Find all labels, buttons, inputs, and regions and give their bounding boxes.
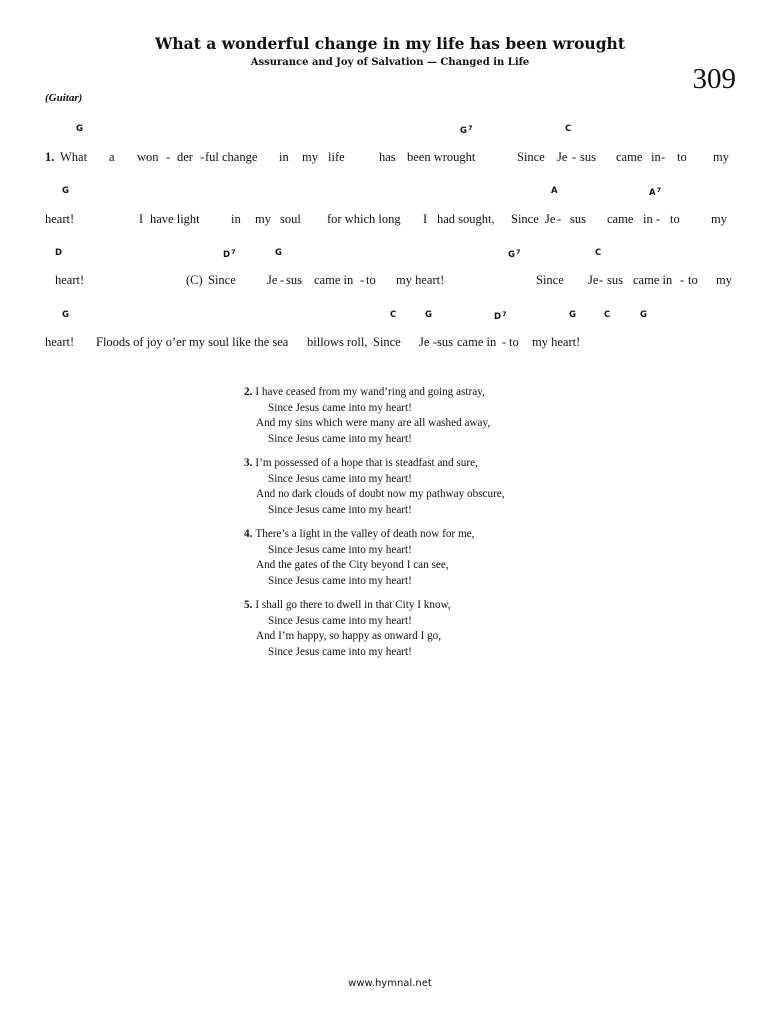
syllable-hyphen: - xyxy=(433,335,438,349)
chord-symbol xyxy=(569,310,576,320)
verse-text: And no dark clouds of doubt now my pathway obscure, xyxy=(256,488,505,500)
chord-root: G xyxy=(508,250,515,260)
syllable-hyphen: - xyxy=(200,150,205,164)
lyric-word: been wrought xyxy=(407,150,476,164)
verse-number: 4. xyxy=(244,528,253,540)
verse-line xyxy=(244,629,505,645)
verse-text: Since Jesus came into my heart! xyxy=(268,645,412,658)
verse-line xyxy=(244,598,505,614)
chord-root: A xyxy=(649,188,656,198)
lyric-word: my xyxy=(716,273,732,287)
lyric-word: soul xyxy=(280,212,301,226)
chord-extension: 7 xyxy=(231,248,236,256)
syllable-hyphen: - xyxy=(557,212,562,226)
syllable-hyphen: - xyxy=(502,335,507,349)
chord-root: G xyxy=(275,248,282,258)
verse-line xyxy=(244,456,505,472)
lyric-word: sus xyxy=(607,273,623,287)
lyric-word: has xyxy=(379,150,396,164)
syllable-hyphen: - xyxy=(599,273,604,287)
instrument-label: (Guitar) xyxy=(45,92,83,104)
chord-symbol xyxy=(62,310,69,320)
verse xyxy=(244,598,505,660)
chord-symbol xyxy=(390,310,396,320)
footer-website: www.hymnal.net xyxy=(348,978,432,989)
lyric-word: in xyxy=(643,212,653,226)
chord-root: D xyxy=(55,248,63,258)
verse-text: And I’m happy, so happy as onward I go, xyxy=(256,630,442,642)
verse-line xyxy=(244,645,505,661)
syllable-hyphen: - xyxy=(166,150,171,164)
chord-root: C xyxy=(604,310,611,320)
verse-line xyxy=(244,385,505,401)
lyric-word: a xyxy=(109,150,115,164)
chord-symbol xyxy=(494,310,507,322)
lyric-word: billows roll, xyxy=(307,335,368,349)
verse xyxy=(244,456,505,518)
verse-line xyxy=(244,472,505,488)
verse-text: Since Jesus came into my heart! xyxy=(268,574,412,587)
verse-text: I’m possessed of a hope that is steadfast and sure, xyxy=(255,457,478,469)
verse-line xyxy=(244,527,505,543)
verse-line xyxy=(244,487,505,503)
lyric-word: my heart! xyxy=(532,335,581,349)
chord-root: D xyxy=(494,312,502,322)
hymn-subtitle: Assurance and Joy of Salvation — Changed in Life xyxy=(250,57,530,68)
verse-text: Since Jesus came into my heart! xyxy=(268,543,412,556)
verse-line xyxy=(244,574,505,590)
lyric-word: came in xyxy=(457,335,497,349)
lyric-word: for which long xyxy=(327,212,401,226)
chord-root: G xyxy=(76,124,83,134)
syllable-hyphen: - xyxy=(656,212,661,226)
verse-text: Since Jesus came into my heart! xyxy=(268,401,412,414)
lyric-word: heart! xyxy=(45,335,75,349)
verse-text: And my sins which were many are all washed away, xyxy=(256,417,491,429)
lyric-word: Since xyxy=(208,273,236,287)
verse-line xyxy=(244,401,505,417)
lyric-word: my xyxy=(713,150,729,164)
lyric-word: came in xyxy=(314,273,354,287)
lyric-word: Floods of joy o’er my soul like the sea xyxy=(96,335,289,349)
lyric-word: in xyxy=(651,150,661,164)
lyric-word: in xyxy=(279,150,289,164)
lyric-word: Je xyxy=(588,273,599,287)
chord-root: C xyxy=(595,248,602,258)
lyric-word: sus xyxy=(580,150,596,164)
syllable-hyphen: - xyxy=(280,273,285,287)
lyric-word: my xyxy=(711,212,727,226)
verses-block xyxy=(244,385,505,669)
lyric-word: to xyxy=(509,335,519,349)
lyric-word: What xyxy=(60,150,88,164)
chord-symbol xyxy=(604,310,610,320)
chord-symbol xyxy=(640,310,647,320)
chord-root: G xyxy=(62,310,69,320)
verse-text: Since Jesus came into my heart! xyxy=(268,432,412,445)
lyric-word: in xyxy=(231,212,241,226)
lyric-word: I xyxy=(423,212,428,226)
chord-root: G xyxy=(460,126,467,136)
lyric-word: heart! xyxy=(55,273,85,287)
lyric-word: to xyxy=(670,212,680,226)
lyric-word: came xyxy=(607,212,634,226)
lyric-word: Je xyxy=(557,150,568,164)
lyric-word: Since xyxy=(511,212,539,226)
hymn-number: 309 xyxy=(692,63,736,95)
chord-root: G xyxy=(640,310,647,320)
verse-text: And the gates of the City beyond I can see, xyxy=(256,559,449,571)
lyric-word: sus xyxy=(570,212,586,226)
verse-number: 2. xyxy=(244,386,253,398)
syllable-hyphen: - xyxy=(661,150,666,164)
lyric-word: Je xyxy=(545,212,556,226)
syllable-hyphen: - xyxy=(680,273,685,287)
lyric-word: (C) xyxy=(186,273,203,287)
verse xyxy=(244,385,505,447)
chord-symbol xyxy=(551,186,558,196)
chord-symbol xyxy=(76,124,83,134)
lyric-word: came xyxy=(616,150,643,164)
verse-text: Since Jesus came into my heart! xyxy=(268,503,412,516)
chord-symbol xyxy=(223,248,236,260)
lyric-word: my xyxy=(302,150,318,164)
syllable-hyphen: - xyxy=(572,150,577,164)
chord-symbol xyxy=(460,124,473,136)
lyric-word: to xyxy=(677,150,687,164)
lyric-word: heart! xyxy=(45,212,75,226)
chord-root: G xyxy=(62,186,69,196)
lyric-word: had sought, xyxy=(437,212,495,226)
lyric-word: to xyxy=(688,273,698,287)
lyric-word: Je xyxy=(267,273,278,287)
chord-root: A xyxy=(551,186,558,196)
chord-extension: 7 xyxy=(515,248,521,256)
chord-symbol xyxy=(55,248,62,258)
verse-line xyxy=(244,432,505,448)
chord-symbol xyxy=(62,186,69,196)
lyric-word: sus xyxy=(286,273,302,287)
lyric-word: sus xyxy=(437,335,453,349)
lyric-word: life xyxy=(328,150,345,164)
verse-text: Since Jesus came into my heart! xyxy=(268,472,412,485)
lyric-word: my xyxy=(255,212,271,226)
chord-extension: 7 xyxy=(502,310,507,318)
chord-root: G xyxy=(425,310,432,320)
verse-line xyxy=(244,543,505,559)
chord-root: G xyxy=(569,310,576,320)
chord-root: D xyxy=(223,250,231,260)
syllable-hyphen: - xyxy=(360,273,365,287)
hymn-title: What a wonderful change in my life has been wrought xyxy=(155,34,625,53)
chord-symbol xyxy=(565,124,571,134)
verse-number: 3. xyxy=(244,457,253,469)
lyric-word: 1. xyxy=(45,150,55,164)
lyric-word: Since xyxy=(373,335,401,349)
chord-root: C xyxy=(565,124,572,134)
verse-text: There’s a light in the valley of death now for me, xyxy=(255,528,475,540)
lyric-word: Je xyxy=(419,335,430,349)
lyric-word: Since xyxy=(536,273,564,287)
chord-symbol xyxy=(425,310,432,320)
lyric-word: Since xyxy=(517,150,545,164)
chord-extension: 7 xyxy=(656,186,662,194)
chord-symbol xyxy=(508,248,521,260)
lyric-word: I xyxy=(139,212,144,226)
chord-symbol xyxy=(649,186,661,198)
lyric-word: ful change xyxy=(205,150,258,164)
verse-text: I have ceased from my wand’ring and going astray, xyxy=(255,386,485,398)
lyric-word: came in xyxy=(633,273,673,287)
verse-line xyxy=(244,614,505,630)
verse-number: 5. xyxy=(244,599,253,611)
lyric-word: won xyxy=(137,150,159,164)
verse-line xyxy=(244,416,505,432)
lyric-word: my heart! xyxy=(396,273,445,287)
chord-extension: 7 xyxy=(467,124,473,132)
verse-line xyxy=(244,503,505,519)
lyric-word: to xyxy=(366,273,376,287)
chord-symbol xyxy=(595,248,601,258)
chord-symbol xyxy=(275,248,282,258)
lyric-word: have light xyxy=(150,212,200,226)
verse xyxy=(244,527,505,589)
verse-text: Since Jesus came into my heart! xyxy=(268,614,412,627)
verse-text: I shall go there to dwell in that City I know, xyxy=(255,599,451,611)
verse-line xyxy=(244,558,505,574)
lyric-word: der xyxy=(177,150,193,164)
chord-root: C xyxy=(390,310,397,320)
